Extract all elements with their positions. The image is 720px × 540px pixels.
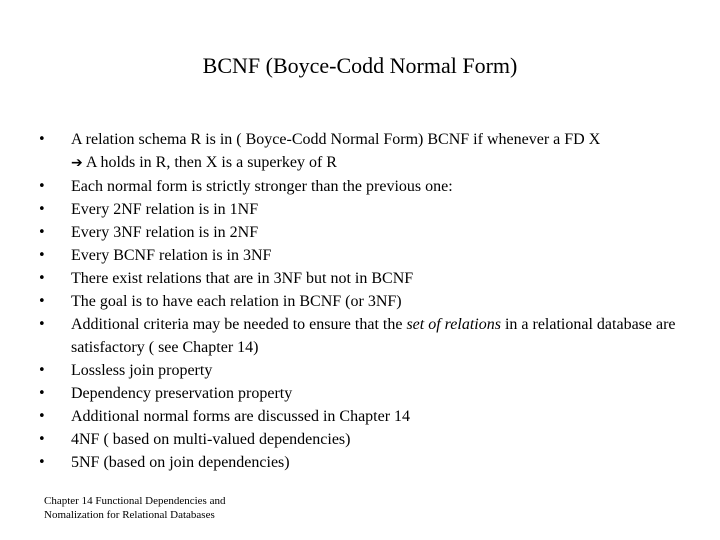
bullet-icon: • xyxy=(38,363,46,378)
bullet-text: Lossless join property xyxy=(71,362,213,379)
bullet-item xyxy=(0,405,720,428)
slide-title: BCNF (Boyce-Codd Normal Form) xyxy=(202,53,518,78)
bullet-item xyxy=(0,221,720,244)
bullet-text: There exist relations that are in 3NF but not in BCNF xyxy=(71,270,414,287)
bullet-item xyxy=(0,428,720,451)
bullet-text: A relation schema R is in ( Boyce-Codd Normal Form) BCNF if whenever a FD X ➔ A holds in R, then X is a superkey of R xyxy=(71,131,601,171)
bullet-item-additional-criteria xyxy=(0,313,720,359)
bullet-icon: • xyxy=(38,409,46,424)
bullet-item xyxy=(0,451,720,474)
emphasized-text: set of relations xyxy=(406,316,501,333)
bullet-text: Additional normal forms are discussed in Chapter 14 xyxy=(71,408,411,425)
bullet-icon: • xyxy=(38,248,46,263)
bullet-icon: • xyxy=(38,179,46,194)
bullet-item xyxy=(0,359,720,382)
bullet-item xyxy=(0,244,720,267)
slide-footer xyxy=(44,494,225,522)
bullet-text: Every BCNF relation is in 3NF xyxy=(71,247,272,264)
bullet-text: Every 2NF relation is in 1NF xyxy=(71,201,259,218)
bullet-text: The goal is to have each relation in BCNF (or 3NF) xyxy=(71,293,402,310)
bullet-text: Every 3NF relation is in 2NF xyxy=(71,224,259,241)
footer-line: Nomalization for Relational Databases xyxy=(44,509,215,521)
bullet-icon: • xyxy=(38,432,46,447)
bullet-item-bcnf-definition xyxy=(0,128,720,175)
bullet-icon: • xyxy=(38,271,46,286)
bullet-item xyxy=(0,198,720,221)
bullet-icon: • xyxy=(38,132,46,147)
bullet-icon: • xyxy=(38,202,46,217)
bullet-icon: • xyxy=(38,386,46,401)
bullet-icon: • xyxy=(38,294,46,309)
footer-line: Chapter 14 Functional Dependencies and xyxy=(44,495,226,507)
bullet-item xyxy=(0,175,720,198)
bullet-text: Each normal form is strictly stronger than the previous one: xyxy=(71,178,453,195)
bullet-item xyxy=(0,290,720,313)
bullet-text: 4NF ( based on multi-valued dependencies) xyxy=(71,431,351,448)
bullet-item xyxy=(0,267,720,290)
bullet-icon: • xyxy=(38,455,46,470)
bullet-icon: • xyxy=(38,225,46,240)
bullet-list xyxy=(0,128,720,474)
bullet-item xyxy=(0,382,720,405)
bullet-text: Additional criteria may be needed to ensure that the set of relations in a relational database are satisfactory ( see Chapter 14) xyxy=(71,316,676,356)
arrow-right-icon: ➔ xyxy=(71,155,83,171)
bullet-icon: • xyxy=(38,317,46,332)
bullet-text: Dependency preservation property xyxy=(71,385,293,402)
bullet-text: 5NF (based on join dependencies) xyxy=(71,454,290,471)
